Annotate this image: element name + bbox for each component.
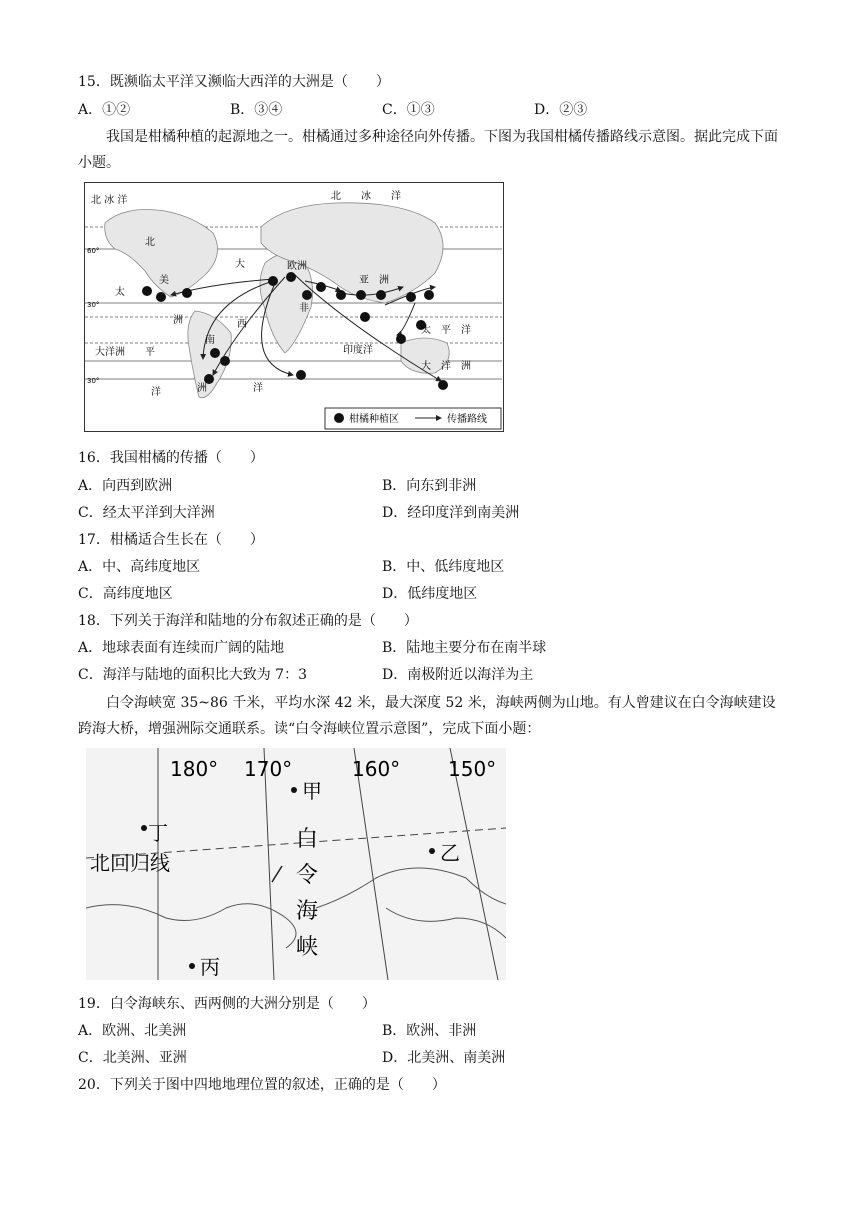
q18-option-c: C．海洋与陆地的面积比大致为 7：3 bbox=[78, 667, 307, 683]
label-dayangzhou: 大洋洲 bbox=[95, 347, 125, 358]
label-lon-150: 150° bbox=[448, 757, 497, 781]
label-jia: 甲 bbox=[302, 779, 322, 803]
q16-stem: 16．我国柑橘的传播（ ） bbox=[78, 450, 264, 466]
q16-option-c: C．经太平洋到大洋洲 bbox=[78, 505, 215, 521]
label-pacific: 太 平 洋 bbox=[421, 325, 471, 336]
label-yang: 洋 bbox=[151, 387, 161, 398]
label-da-2: 大 bbox=[421, 361, 431, 372]
label-yang-3: 洋 bbox=[441, 361, 451, 372]
q18-option-a: A．地球表面有连续而广阔的陆地 bbox=[78, 640, 285, 656]
label-north-ice-ocean-left: 北 冰 洋 bbox=[91, 195, 128, 206]
label-strait-1: 白 bbox=[296, 827, 319, 852]
label-tai: 太 bbox=[115, 287, 125, 298]
legend-route: 传播路线 bbox=[447, 414, 487, 425]
legend-dot-icon bbox=[334, 413, 344, 423]
q17-option-a: A．中、高纬度地区 bbox=[78, 559, 201, 575]
label-europe: 欧洲 bbox=[287, 261, 307, 272]
label-lat-30n: 30° bbox=[87, 301, 100, 309]
label-strait-4: 峡 bbox=[296, 935, 319, 960]
label-strait-2: 令 bbox=[296, 863, 319, 888]
q19-option-c: C．北美洲、亚洲 bbox=[78, 1050, 187, 1066]
label-nan: 南 bbox=[205, 335, 215, 346]
label-yang-2: 洋 bbox=[253, 383, 263, 394]
label-strait-3: 海 bbox=[296, 899, 319, 924]
label-lat-60: 60° bbox=[87, 247, 100, 255]
label-bing: 丙 bbox=[200, 955, 220, 979]
q18-stem: 18．下列关于海洋和陆地的分布叙述正确的是（ ） bbox=[78, 613, 418, 629]
q16-option-b: B．向东到非洲 bbox=[382, 478, 477, 494]
q19-option-b: B．欧洲、非洲 bbox=[382, 1023, 477, 1039]
q19-option-a: A．欧洲、北美洲 bbox=[78, 1023, 187, 1039]
q19-stem: 19．白令海峡东、西两侧的大洲分别是（ ） bbox=[78, 996, 376, 1012]
q15-stem: 15．既濒临太平洋又濒临大西洋的大洲是（ ） bbox=[78, 74, 390, 90]
q20-stem: 20．下列关于图中四地地理位置的叙述，正确的是（ ） bbox=[78, 1077, 446, 1093]
label-tropic: 北回归线 bbox=[90, 851, 170, 875]
bering-strait-map bbox=[86, 748, 506, 980]
q18-option-b: B．陆地主要分布在南半球 bbox=[382, 640, 547, 656]
q19-option-d: D．北美洲、南美洲 bbox=[382, 1050, 506, 1066]
label-xi: 西 bbox=[237, 319, 247, 330]
label-asia: 亚 洲 bbox=[359, 275, 389, 286]
label-ping: 平 bbox=[145, 347, 155, 358]
citrus-spread-map bbox=[84, 182, 504, 432]
intro-paragraph-1: 我国是柑橘种植的起源地之一。柑橘通过多种途径向外传播。下图为我国柑橘传播路线示意图。据此完成下面小题。 bbox=[78, 129, 778, 171]
label-zhou: 洲 bbox=[173, 315, 183, 326]
label-fei: 非 bbox=[299, 303, 309, 314]
label-lon-160: 160° bbox=[352, 757, 401, 781]
q18-option-d: D．南极附近以海洋为主 bbox=[382, 667, 534, 683]
label-lon-180: 180° bbox=[170, 757, 219, 781]
label-da: 大 bbox=[235, 259, 245, 270]
q17-option-b: B．中、低纬度地区 bbox=[382, 559, 505, 575]
label-north-ice-ocean-right: 北 冰 洋 bbox=[331, 191, 401, 202]
label-lon-170: 170° bbox=[244, 757, 293, 781]
legend-planting-area: 柑橘种植区 bbox=[349, 414, 399, 425]
q15-option-c: C．①③ bbox=[382, 102, 435, 118]
q16-option-d: D．经印度洋到南美洲 bbox=[382, 505, 520, 521]
label-mei: 美 bbox=[159, 275, 169, 286]
q17-option-c: C．高纬度地区 bbox=[78, 586, 173, 602]
label-lat-30s: 30° bbox=[87, 377, 100, 385]
label-zhou-3: 洲 bbox=[461, 361, 471, 372]
label-ding: 丁 bbox=[148, 821, 168, 845]
q16-option-a: A．向西到欧洲 bbox=[78, 478, 173, 494]
q15-option-d: D．②③ bbox=[534, 102, 588, 118]
label-zhou-2: 洲 bbox=[197, 383, 207, 394]
q15-option-b: B．③④ bbox=[230, 102, 283, 118]
label-indian-ocean: 印度洋 bbox=[343, 345, 373, 356]
q17-option-d: D．低纬度地区 bbox=[382, 586, 478, 602]
intro-paragraph-2: 白令海峡宽 35~86 千米，平均水深 42 米，最大深度 52 米，海峡两侧为山地。有人曾建议在白令海峡建设跨海大桥，增强洲际交通联系。读“白令海峡位置示意图”，完成下面小题： bbox=[78, 695, 776, 737]
q15-option-a: A．①② bbox=[78, 102, 131, 118]
label-yi: 乙 bbox=[440, 841, 460, 865]
q17-stem: 17．柑橘适合生长在（ ） bbox=[78, 532, 264, 548]
label-bei: 北 bbox=[145, 237, 155, 248]
